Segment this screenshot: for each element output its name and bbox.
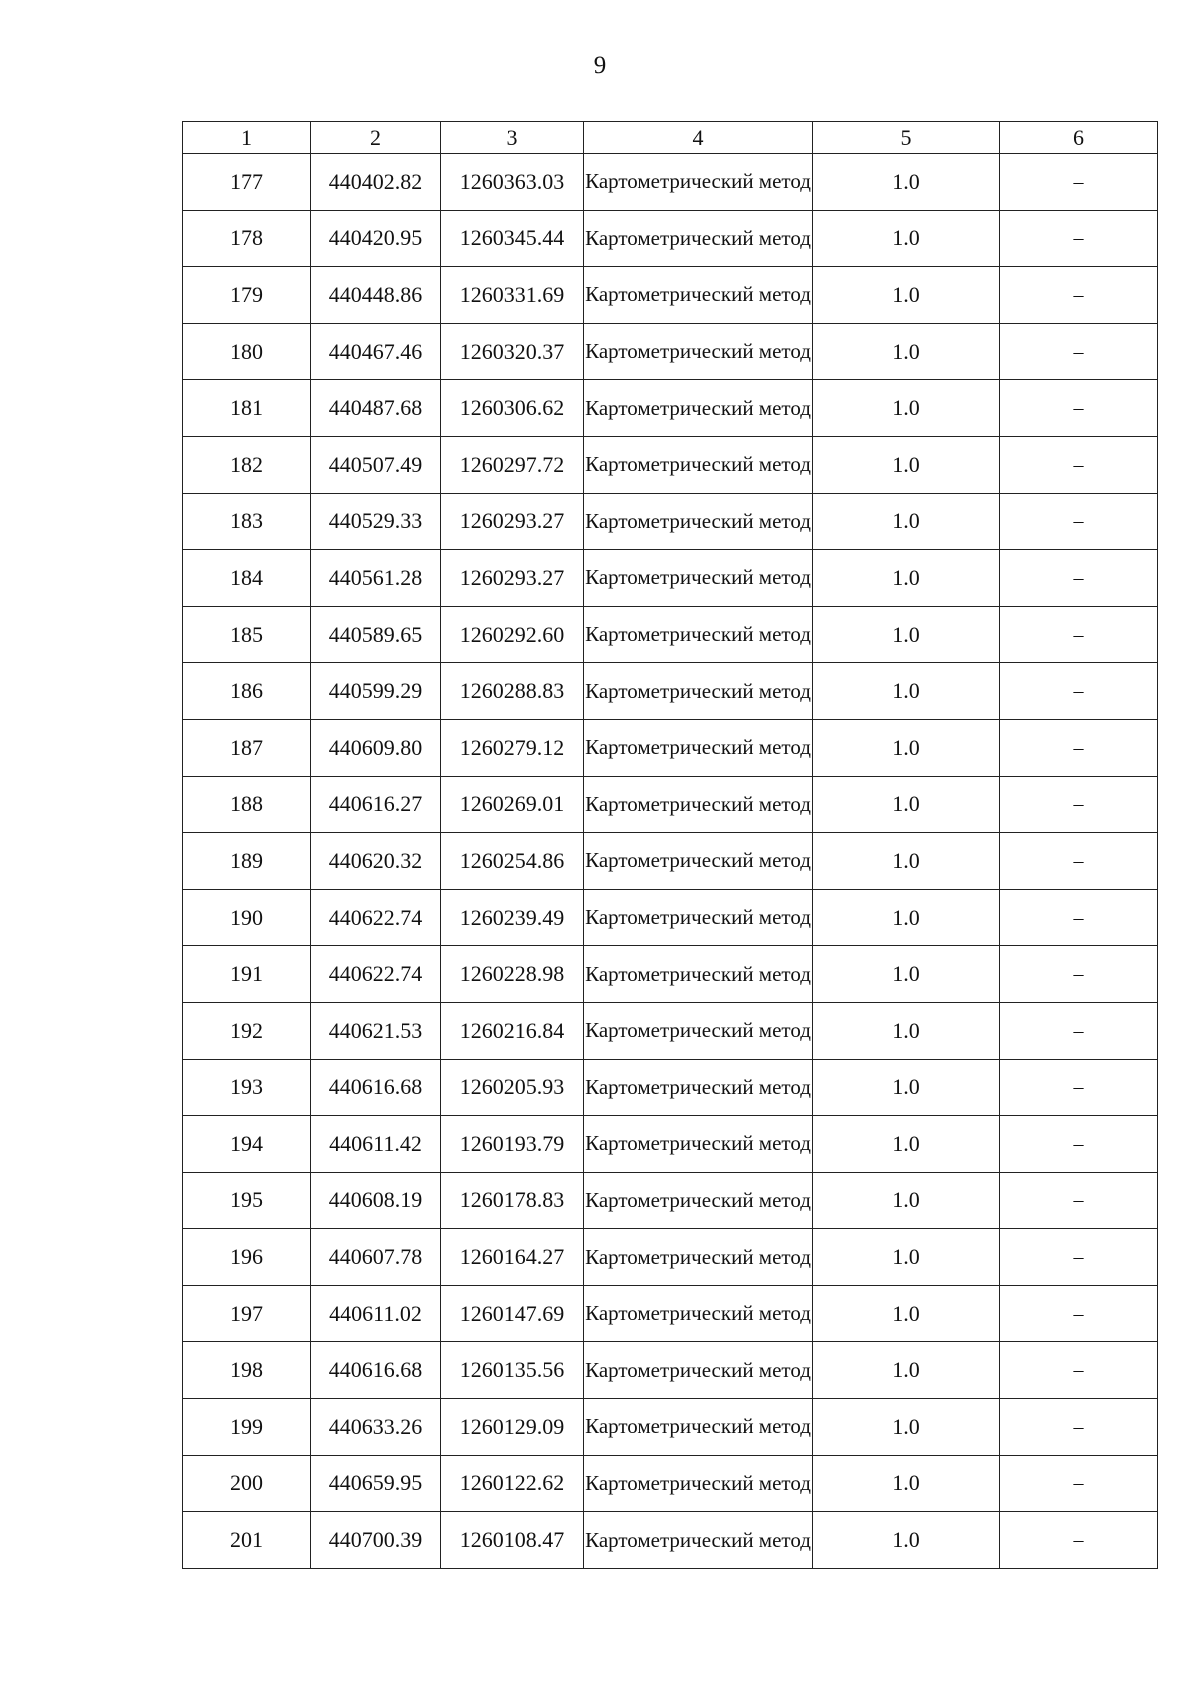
- x-coordinate-cell: 440700.39: [311, 1512, 441, 1569]
- table-row: [183, 1059, 1158, 1116]
- y-coordinate-cell: 1260122.62: [441, 1455, 584, 1512]
- accuracy-cell: 1.0: [813, 1399, 1000, 1456]
- point-number-cell: 201: [183, 1512, 311, 1569]
- y-coordinate-cell: 1260292.60: [441, 606, 584, 663]
- accuracy-cell: 1.0: [813, 550, 1000, 607]
- accuracy-cell: 1.0: [813, 1002, 1000, 1059]
- point-number-cell: 195: [183, 1172, 311, 1229]
- table-row: [183, 323, 1158, 380]
- accuracy-cell: 1.0: [813, 436, 1000, 493]
- point-number-cell: 191: [183, 946, 311, 1003]
- point-number-cell: 183: [183, 493, 311, 550]
- x-coordinate-cell: 440616.68: [311, 1342, 441, 1399]
- point-number-cell: 190: [183, 889, 311, 946]
- table-row: [183, 1172, 1158, 1229]
- table-body: [183, 122, 1158, 1569]
- note-cell: –: [1000, 493, 1158, 550]
- accuracy-cell: 1.0: [813, 1172, 1000, 1229]
- table-row: [183, 1512, 1158, 1569]
- note-cell: –: [1000, 1059, 1158, 1116]
- x-coordinate-cell: 440507.49: [311, 436, 441, 493]
- table-row: [183, 833, 1158, 890]
- point-number-cell: 181: [183, 380, 311, 437]
- point-number-cell: 196: [183, 1229, 311, 1286]
- y-coordinate-cell: 1260363.03: [441, 154, 584, 211]
- note-cell: –: [1000, 210, 1158, 267]
- note-cell: –: [1000, 776, 1158, 833]
- method-cell: Картометрический метод: [584, 1455, 813, 1512]
- y-coordinate-cell: 1260279.12: [441, 719, 584, 776]
- method-cell: Картометрический метод: [584, 719, 813, 776]
- y-coordinate-cell: 1260320.37: [441, 323, 584, 380]
- point-number-cell: 189: [183, 833, 311, 890]
- header-cell-5: 5: [813, 122, 1000, 154]
- point-number-cell: 194: [183, 1116, 311, 1173]
- x-coordinate-cell: 440659.95: [311, 1455, 441, 1512]
- point-number-cell: 182: [183, 436, 311, 493]
- y-coordinate-cell: 1260228.98: [441, 946, 584, 1003]
- note-cell: –: [1000, 154, 1158, 211]
- point-number-cell: 186: [183, 663, 311, 720]
- method-cell: Картометрический метод: [584, 776, 813, 833]
- table-row: [183, 776, 1158, 833]
- table-row: [183, 889, 1158, 946]
- note-cell: –: [1000, 946, 1158, 1003]
- note-cell: –: [1000, 606, 1158, 663]
- note-cell: –: [1000, 1512, 1158, 1569]
- table-row: [183, 1285, 1158, 1342]
- x-coordinate-cell: 440633.26: [311, 1399, 441, 1456]
- table-row: [183, 493, 1158, 550]
- point-number-cell: 177: [183, 154, 311, 211]
- x-coordinate-cell: 440620.32: [311, 833, 441, 890]
- accuracy-cell: 1.0: [813, 210, 1000, 267]
- method-cell: Картометрический метод: [584, 1399, 813, 1456]
- accuracy-cell: 1.0: [813, 1059, 1000, 1116]
- point-number-cell: 178: [183, 210, 311, 267]
- accuracy-cell: 1.0: [813, 1229, 1000, 1286]
- table-row: [183, 719, 1158, 776]
- note-cell: –: [1000, 1342, 1158, 1399]
- point-number-cell: 184: [183, 550, 311, 607]
- table-row: [183, 1116, 1158, 1173]
- accuracy-cell: 1.0: [813, 663, 1000, 720]
- method-cell: Картометрический метод: [584, 833, 813, 890]
- accuracy-cell: 1.0: [813, 493, 1000, 550]
- header-cell-1: 1: [183, 122, 311, 154]
- method-cell: Картометрический метод: [584, 1285, 813, 1342]
- accuracy-cell: 1.0: [813, 1512, 1000, 1569]
- y-coordinate-cell: 1260216.84: [441, 1002, 584, 1059]
- note-cell: –: [1000, 267, 1158, 324]
- header-cell-2: 2: [311, 122, 441, 154]
- accuracy-cell: 1.0: [813, 267, 1000, 324]
- note-cell: –: [1000, 719, 1158, 776]
- y-coordinate-cell: 1260193.79: [441, 1116, 584, 1173]
- header-cell-3: 3: [441, 122, 584, 154]
- y-coordinate-cell: 1260345.44: [441, 210, 584, 267]
- x-coordinate-cell: 440529.33: [311, 493, 441, 550]
- note-cell: –: [1000, 1285, 1158, 1342]
- y-coordinate-cell: 1260254.86: [441, 833, 584, 890]
- x-coordinate-cell: 440448.86: [311, 267, 441, 324]
- note-cell: –: [1000, 1172, 1158, 1229]
- method-cell: Картометрический метод: [584, 1059, 813, 1116]
- point-number-cell: 179: [183, 267, 311, 324]
- y-coordinate-cell: 1260164.27: [441, 1229, 584, 1286]
- accuracy-cell: 1.0: [813, 1455, 1000, 1512]
- table-row: [183, 1455, 1158, 1512]
- method-cell: Картометрический метод: [584, 1342, 813, 1399]
- method-cell: Картометрический метод: [584, 1002, 813, 1059]
- y-coordinate-cell: 1260288.83: [441, 663, 584, 720]
- note-cell: –: [1000, 1116, 1158, 1173]
- accuracy-cell: 1.0: [813, 154, 1000, 211]
- y-coordinate-cell: 1260147.69: [441, 1285, 584, 1342]
- note-cell: –: [1000, 380, 1158, 437]
- y-coordinate-cell: 1260178.83: [441, 1172, 584, 1229]
- accuracy-cell: 1.0: [813, 380, 1000, 437]
- y-coordinate-cell: 1260293.27: [441, 493, 584, 550]
- x-coordinate-cell: 440467.46: [311, 323, 441, 380]
- x-coordinate-cell: 440561.28: [311, 550, 441, 607]
- header-cell-6: 6: [1000, 122, 1158, 154]
- y-coordinate-cell: 1260135.56: [441, 1342, 584, 1399]
- note-cell: –: [1000, 663, 1158, 720]
- table-row: [183, 946, 1158, 1003]
- y-coordinate-cell: 1260239.49: [441, 889, 584, 946]
- note-cell: –: [1000, 550, 1158, 607]
- table-row: [183, 663, 1158, 720]
- table-row: [183, 606, 1158, 663]
- method-cell: Картометрический метод: [584, 380, 813, 437]
- table-row: [183, 1342, 1158, 1399]
- method-cell: Картометрический метод: [584, 493, 813, 550]
- table-row: [183, 436, 1158, 493]
- y-coordinate-cell: 1260331.69: [441, 267, 584, 324]
- accuracy-cell: 1.0: [813, 1116, 1000, 1173]
- point-number-cell: 180: [183, 323, 311, 380]
- method-cell: Картометрический метод: [584, 1172, 813, 1229]
- method-cell: Картометрический метод: [584, 889, 813, 946]
- y-coordinate-cell: 1260306.62: [441, 380, 584, 437]
- method-cell: Картометрический метод: [584, 1229, 813, 1286]
- y-coordinate-cell: 1260108.47: [441, 1512, 584, 1569]
- accuracy-cell: 1.0: [813, 776, 1000, 833]
- accuracy-cell: 1.0: [813, 1285, 1000, 1342]
- table-row: [183, 1002, 1158, 1059]
- table-row: [183, 210, 1158, 267]
- accuracy-cell: 1.0: [813, 946, 1000, 1003]
- method-cell: Картометрический метод: [584, 154, 813, 211]
- method-cell: Картометрический метод: [584, 436, 813, 493]
- x-coordinate-cell: 440402.82: [311, 154, 441, 211]
- table-row: [183, 550, 1158, 607]
- x-coordinate-cell: 440487.68: [311, 380, 441, 437]
- x-coordinate-cell: 440608.19: [311, 1172, 441, 1229]
- x-coordinate-cell: 440589.65: [311, 606, 441, 663]
- x-coordinate-cell: 440607.78: [311, 1229, 441, 1286]
- table-row: [183, 1399, 1158, 1456]
- method-cell: Картометрический метод: [584, 323, 813, 380]
- point-number-cell: 199: [183, 1399, 311, 1456]
- x-coordinate-cell: 440609.80: [311, 719, 441, 776]
- accuracy-cell: 1.0: [813, 606, 1000, 663]
- note-cell: –: [1000, 889, 1158, 946]
- y-coordinate-cell: 1260269.01: [441, 776, 584, 833]
- note-cell: –: [1000, 1002, 1158, 1059]
- point-number-cell: 185: [183, 606, 311, 663]
- note-cell: –: [1000, 1229, 1158, 1286]
- accuracy-cell: 1.0: [813, 323, 1000, 380]
- x-coordinate-cell: 440611.02: [311, 1285, 441, 1342]
- method-cell: Картометрический метод: [584, 1116, 813, 1173]
- y-coordinate-cell: 1260129.09: [441, 1399, 584, 1456]
- header-cell-4: 4: [584, 122, 813, 154]
- x-coordinate-cell: 440611.42: [311, 1116, 441, 1173]
- note-cell: –: [1000, 833, 1158, 890]
- header-row: [183, 122, 1158, 154]
- table-row: [183, 154, 1158, 211]
- x-coordinate-cell: 440622.74: [311, 946, 441, 1003]
- point-number-cell: 197: [183, 1285, 311, 1342]
- point-number-cell: 200: [183, 1455, 311, 1512]
- y-coordinate-cell: 1260293.27: [441, 550, 584, 607]
- method-cell: Картометрический метод: [584, 267, 813, 324]
- accuracy-cell: 1.0: [813, 1342, 1000, 1399]
- x-coordinate-cell: 440616.27: [311, 776, 441, 833]
- page-number: 9: [593, 52, 607, 79]
- method-cell: Картометрический метод: [584, 210, 813, 267]
- method-cell: Картометрический метод: [584, 550, 813, 607]
- method-cell: Картометрический метод: [584, 946, 813, 1003]
- coordinates-table: [182, 121, 1158, 1569]
- accuracy-cell: 1.0: [813, 719, 1000, 776]
- point-number-cell: 188: [183, 776, 311, 833]
- table-row: [183, 1229, 1158, 1286]
- y-coordinate-cell: 1260297.72: [441, 436, 584, 493]
- method-cell: Картометрический метод: [584, 663, 813, 720]
- note-cell: –: [1000, 323, 1158, 380]
- method-cell: Картометрический метод: [584, 1512, 813, 1569]
- x-coordinate-cell: 440621.53: [311, 1002, 441, 1059]
- method-cell: Картометрический метод: [584, 606, 813, 663]
- point-number-cell: 198: [183, 1342, 311, 1399]
- y-coordinate-cell: 1260205.93: [441, 1059, 584, 1116]
- x-coordinate-cell: 440420.95: [311, 210, 441, 267]
- note-cell: –: [1000, 436, 1158, 493]
- x-coordinate-cell: 440599.29: [311, 663, 441, 720]
- table-row: [183, 267, 1158, 324]
- accuracy-cell: 1.0: [813, 889, 1000, 946]
- point-number-cell: 187: [183, 719, 311, 776]
- point-number-cell: 193: [183, 1059, 311, 1116]
- accuracy-cell: 1.0: [813, 833, 1000, 890]
- note-cell: –: [1000, 1399, 1158, 1456]
- x-coordinate-cell: 440616.68: [311, 1059, 441, 1116]
- point-number-cell: 192: [183, 1002, 311, 1059]
- x-coordinate-cell: 440622.74: [311, 889, 441, 946]
- table-row: [183, 380, 1158, 437]
- note-cell: –: [1000, 1455, 1158, 1512]
